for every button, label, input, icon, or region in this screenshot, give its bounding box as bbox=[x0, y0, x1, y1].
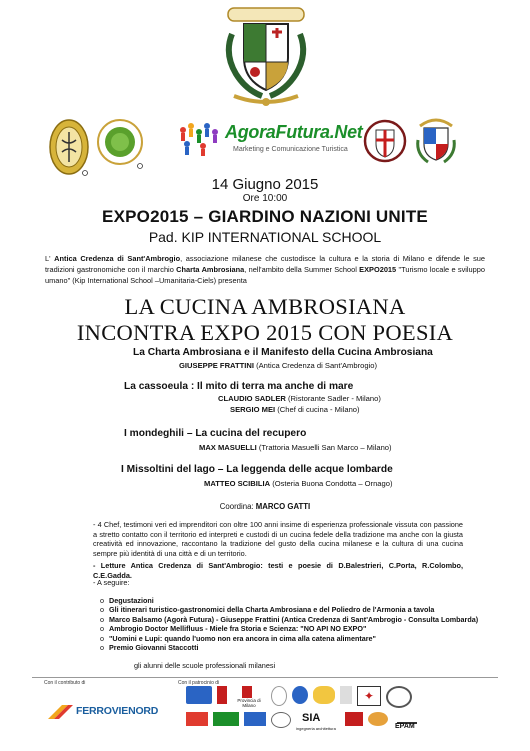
intro-text: "Turismo locale e sviluppo umano" (Kip International School –Umanitaria-Ciels) presenta bbox=[45, 265, 485, 285]
sia-name: SIA bbox=[302, 712, 321, 724]
coordination-line bbox=[0, 502, 530, 511]
panettone-sant-ambrogio-logo bbox=[96, 118, 138, 178]
section-speaker bbox=[199, 443, 392, 452]
section-title: La Charta Ambrosiana e il Manifesto della Cucina Ambrosiana bbox=[133, 347, 433, 358]
section-speaker bbox=[204, 479, 393, 488]
intro-text: , associazione milanese che custodisce la cultura e la storia di Milano e difende le sue tradizioni gastronomiche con il marchio bbox=[45, 254, 485, 274]
patron-logo bbox=[368, 712, 388, 726]
follow-label: - A seguire: bbox=[93, 578, 130, 587]
speaker-affiliation: (Antica Credenza di Sant'Ambrogio) bbox=[253, 361, 377, 370]
patron-logo bbox=[217, 686, 227, 704]
bullet: o bbox=[100, 605, 104, 615]
readings-line: - Letture Antica Credenza di Sant'Ambrogio: testi e poesie di D.Balestrieri, C.Porta, R.Colombo, C.E.Gadda. bbox=[93, 561, 463, 580]
contribution-label: Con il contributo di bbox=[44, 680, 86, 686]
ferrovienord-logo bbox=[46, 701, 159, 721]
speaker-affiliation: (Ristorante Sadler - Milano) bbox=[285, 394, 381, 403]
patron-logo bbox=[357, 686, 381, 706]
list-item bbox=[100, 596, 470, 605]
footer-divider bbox=[32, 677, 498, 678]
bullet: o bbox=[100, 633, 104, 643]
event-name: EXPO2015 – GIARDINO NAZIONI UNITE bbox=[102, 207, 428, 226]
intro-brand: Charta Ambrosiana bbox=[176, 265, 245, 274]
patron-logo bbox=[345, 712, 363, 726]
list-item bbox=[100, 643, 470, 652]
main-title-line-1: LA CUCINA AMBROSIANA bbox=[124, 294, 406, 319]
coordinator-name: MARCO GATTI bbox=[255, 502, 311, 511]
patronage-label: Con il patrocinio di bbox=[178, 680, 220, 686]
list-item-text: Marco Balsamo (Agorà Futura) - Giuseppe Frattini (Antica Credenza di Sant'Ambrogio - Consulta Lombarda) bbox=[109, 614, 479, 624]
list-item-text: Premio Giovanni Staccotti bbox=[109, 643, 199, 653]
list-item bbox=[100, 634, 470, 643]
sia-logo bbox=[296, 712, 340, 734]
bullet: o bbox=[100, 596, 104, 605]
section-speaker bbox=[218, 394, 381, 403]
epam-name: EPAM bbox=[395, 723, 415, 730]
coordination-label: Coordina: bbox=[219, 502, 254, 511]
intro-paragraph bbox=[45, 253, 485, 286]
intro-text: , nell'ambito della Summer School bbox=[244, 265, 360, 274]
intro-text: L' bbox=[45, 254, 55, 263]
section-speaker bbox=[230, 405, 360, 414]
patron-logo bbox=[292, 686, 308, 704]
agora-subtitle: Marketing e Comunicazione Turistica bbox=[233, 146, 348, 153]
patron-logo bbox=[271, 686, 287, 706]
event-pavilion: Pad. KIP INTERNATIONAL SCHOOL bbox=[148, 229, 382, 245]
bullet: o bbox=[100, 643, 104, 653]
chef-paragraph: - 4 Chef, testimoni veri ed imprenditori con oltre 100 anni insime di esperienza professionale vissuta con passione a stretto contatto con il territorio ed interpreti e custodi di un cucina fedele della tradizione ma anche con la giusta creatività ed innovazione, raccontano la tradizione del gusto della cucina milanese e la cultura di una cucina sempre più identità di una città e di un territorio. bbox=[93, 520, 463, 558]
patron-logo bbox=[386, 686, 412, 708]
list-item bbox=[100, 614, 479, 624]
epam-logo bbox=[393, 712, 421, 734]
sia-subtitle: ingegneria architettura bbox=[296, 726, 336, 731]
patron-logo bbox=[186, 686, 212, 704]
award-recipients: gli alunni delle scuole professionali milanesi bbox=[134, 661, 276, 670]
intro-org: Antica Credenza di Sant'Ambrogio bbox=[54, 254, 181, 263]
speaker-affiliation: (Osteria Buona Condotta – Ornago) bbox=[270, 479, 393, 488]
milano-coat-of-arms-logo bbox=[363, 117, 407, 167]
speaker-name: GIUSEPPE FRATTINI bbox=[179, 361, 254, 370]
section-speaker bbox=[179, 361, 377, 370]
sponsor-name: FERROVIENORD bbox=[76, 705, 159, 717]
speaker-name: MAX MASUELLI bbox=[199, 443, 257, 452]
list-item-text: "Uomini e Lupi: quando l'uomo non era ancora in cima alla catena alimentare" bbox=[109, 633, 376, 643]
patron-logo bbox=[186, 712, 208, 726]
aa-glyph: ✦ bbox=[363, 689, 375, 703]
agorafutura-logo bbox=[177, 118, 363, 160]
speaker-name: CLAUDIO SADLER bbox=[218, 394, 286, 403]
provincia-milano-logo bbox=[232, 686, 266, 708]
main-title-line-2: INCONTRA EXPO 2015 CON POESIA bbox=[76, 320, 454, 345]
patron-logo bbox=[340, 686, 352, 704]
patron-logo bbox=[313, 686, 335, 704]
section-title: I mondeghili – La cucina del recupero bbox=[124, 428, 307, 439]
charta-ambrosiana-logo bbox=[48, 118, 90, 178]
list-item bbox=[100, 624, 470, 633]
antica-credenza-crest-logo bbox=[220, 6, 312, 110]
list-item bbox=[100, 605, 470, 614]
provincia-label: Provincia di Milano bbox=[237, 698, 261, 708]
speaker-name: SERGIO MEI bbox=[230, 405, 276, 414]
intro-expo: EXPO2015 bbox=[359, 265, 397, 274]
bullet: o bbox=[100, 614, 104, 624]
section-title: La cassoeula : Il mito di terra ma anche di mare bbox=[124, 381, 354, 392]
patron-logo bbox=[213, 712, 239, 726]
event-date: 14 Giugno 2015 bbox=[211, 176, 319, 193]
event-time: Ore 10:00 bbox=[242, 193, 288, 204]
speaker-affiliation: (Trattoria Masuelli San Marco – Milano) bbox=[256, 443, 392, 452]
patronage-logos-row-2 bbox=[186, 712, 421, 734]
speaker-affiliation: (Chef di cucina - Milano) bbox=[275, 405, 360, 414]
list-item-text: Gli itinerari turistico-gastronomici della Charta Ambrosiana e del Poliedro de l'Armonia a tavola bbox=[109, 605, 435, 615]
agora-name: AgoraFutura.Net bbox=[225, 122, 363, 142]
list-item-text: Ambrogio Doctor Mellifluus - Miele fra Storia e Scienza: "NO API NO EXPO" bbox=[109, 624, 367, 634]
bullet: o bbox=[100, 624, 104, 634]
speaker-name: MATTEO SCIBILIA bbox=[204, 479, 271, 488]
list-item-text: Degustazioni bbox=[109, 596, 154, 605]
section-title: I Missoltini del lago – La leggenda delle acque lombarde bbox=[121, 464, 393, 475]
heraldic-crest-logo bbox=[414, 114, 458, 168]
activities-list bbox=[100, 596, 479, 653]
patron-logo bbox=[271, 712, 291, 728]
patron-logo bbox=[244, 712, 266, 726]
patronage-logos-row-1 bbox=[186, 686, 412, 708]
